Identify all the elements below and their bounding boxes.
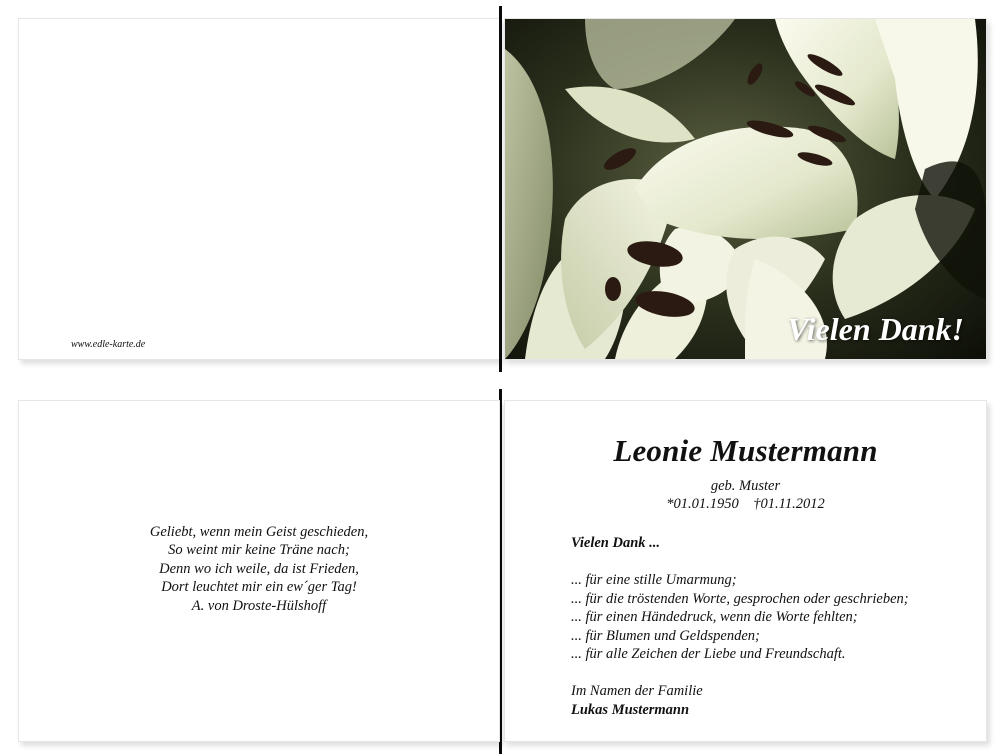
card-back-page bbox=[18, 18, 500, 360]
cover-title: Vielen Dank! bbox=[787, 311, 964, 347]
thanks-line: ... für Blumen und Geldspenden; bbox=[571, 627, 760, 644]
thanks-line: ... für einen Händedruck, wenn die Worte fehlten; bbox=[571, 609, 858, 625]
fold-line-outside bbox=[499, 6, 502, 372]
poem-line: Geliebt, wenn mein Geist geschieden, bbox=[149, 524, 369, 540]
signature-name: Lukas Mustermann bbox=[571, 701, 690, 718]
lily-photo bbox=[505, 19, 986, 359]
thanks-text bbox=[571, 534, 909, 719]
life-dates: *01.01.1950 †01.11.2012 bbox=[666, 496, 825, 512]
card-front-cover bbox=[504, 18, 987, 360]
thanks-line: ... für alle Zeichen der Liebe und Freundschaft. bbox=[571, 646, 846, 662]
inside-right-page bbox=[504, 400, 987, 742]
thanks-line: ... für die tröstenden Worte, gesprochen oder geschrieben; bbox=[571, 590, 909, 607]
poem bbox=[19, 523, 499, 615]
deceased-name: Leonie Mustermann bbox=[613, 433, 878, 468]
poem-line: So weint mir keine Träne nach; bbox=[168, 542, 350, 559]
maiden-name: geb. Muster bbox=[710, 478, 781, 494]
thanks-line: ... für eine stille Umarmung; bbox=[571, 572, 737, 588]
thanks-heading: Vielen Dank ... bbox=[571, 535, 661, 551]
website-imprint: www.edle-karte.de bbox=[71, 339, 146, 350]
inside-left-page bbox=[18, 400, 500, 742]
poem-line: Denn wo ich weile, da ist Frieden, bbox=[159, 560, 359, 577]
poem-author: A. von Droste-Hülshoff bbox=[191, 597, 327, 614]
signature-intro: Im Namen der Familie bbox=[571, 683, 703, 699]
poem-line: Dort leuchtet mir ein ew´ger Tag! bbox=[161, 579, 357, 596]
